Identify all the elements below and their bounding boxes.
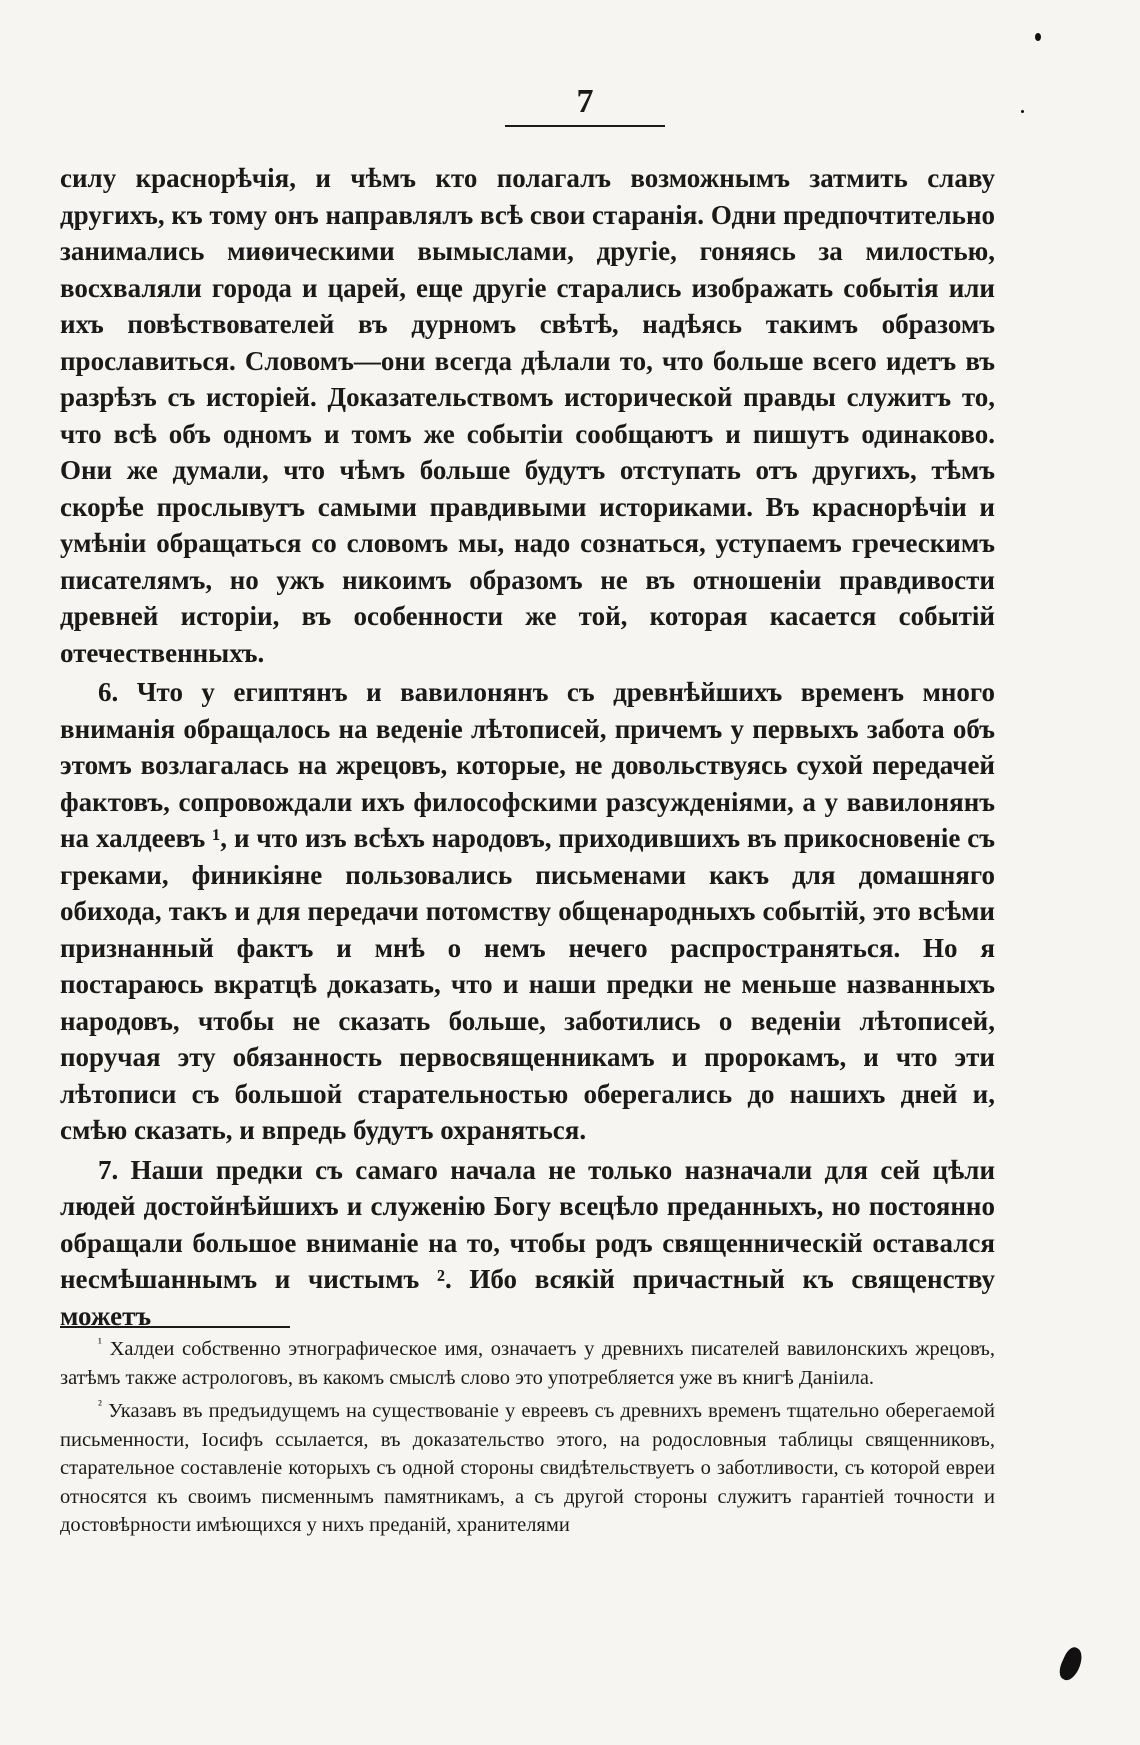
scan-speck <box>1035 33 1041 41</box>
footnote-mark: ¹ <box>98 1335 102 1351</box>
footnote-mark: ² <box>98 1397 102 1413</box>
footnotes <box>60 1335 995 1545</box>
paragraph-7: 7. Наши предки съ самаго начала не только назначали для сей цѣли людей достойнѣйшихъ и служенію Богу всецѣло преданныхъ, но постоянно обращали большое вниманіе на то, чтобы родъ священническій оставался несмѣшаннымъ и чистымъ ². Ибо всякій причастный къ священству можетъ <box>60 1154 995 1331</box>
paragraph-continuation: силу краснорѣчія, и чѣмъ кто полагалъ возможнымъ затмить славу другихъ, къ тому онъ направлялъ всѣ свои старанія. Одни предпочтительно занимались миѳическими вымыслами, другіе, гоняясь за милостью, восхваляли города и царей, еще другіе старались изображать событія или ихъ повѣствователей въ дурномъ свѣтѣ, надѣясь такимъ образомъ прославиться. Словомъ—они всегда дѣлали то, что больше всего идетъ въ разрѣзъ съ исторіей. Доказательствомъ исторической правды служитъ то, что всѣ объ одномъ и томъ же событіи сообщаютъ и пишутъ одинаково. Они же думали, что чѣмъ больше будутъ отступать отъ другихъ, тѣмъ скорѣе прослывутъ самыми правдивыми историками. Въ краснорѣчіи и умѣніи обращаться со словомъ мы, надо сознаться, уступаемъ греческимъ писателямъ, но ужъ никоимъ образомъ не въ отношеніи правдивости древней исторіи, въ особенности же той, которая касается событій отечественныхъ. <box>60 163 995 668</box>
page-number: 7 <box>576 83 594 120</box>
footnote-text: Халдеи собственно этнографическое имя, означаетъ у древнихъ писателей вавилонскихъ жрецовъ, затѣмъ также астрологовъ, въ какомъ смыслѣ слово это употребляется уже въ книгѣ Даніила. <box>60 1338 995 1389</box>
paragraph-6: 6. Что у египтянъ и вавилонянъ съ древнѣйшихъ временъ много вниманія обращалось на веденіе лѣтописей, причемъ у первыхъ забота объ этомъ возлагалась на жрецовъ, которые, не довольствуясь сухой передачей фактовъ, сопровождали ихъ философскими разсужденіями, а у вавилонянъ на халдеевъ ¹, и что изъ всѣхъ народовъ, приходившихъ въ прикосновеніе съ греками, финикіяне пользовались письменами какъ для домашняго обихода, такъ и для передачи потомству общенародныхъ событій, это всѣми признанный фактъ и мнѣ о немъ нечего распространяться. Но я постараюсь вкратцѣ доказать, что и наши предки не меньше названныхъ народовъ, чтобы не сказать больше, заботились о веденіи лѣтописей, поручая эту обязанность первосвященникамъ и пророкамъ, и что эти лѣтописи съ большой старательностью оберегались до нашихъ дней и, смѣю сказать, и впредь будутъ охраняться. <box>60 677 995 1145</box>
footnote-1 <box>60 1335 995 1392</box>
footnote-rule <box>60 1326 290 1328</box>
ink-blot <box>1056 1645 1087 1683</box>
footnote-2 <box>60 1397 995 1540</box>
footnote-text: Указавъ въ предъидущемъ на существованіе у евреевъ съ древнихъ временъ тщательно оберегаемой письменности, Іосифъ ссылается, въ доказательство этого, на родословныя таблицы священниковъ, старательное составленіе которыхъ съ одной стороны свидѣтельствуетъ о заботливости, съ которой евреи относятся къ своимъ писменнымъ памятникамъ, а съ другой стороны служитъ гарантіей точности и достовѣрности имѣющихся у нихъ преданій, хранителями <box>60 1400 996 1536</box>
scan-speck <box>1021 110 1024 113</box>
main-text <box>60 160 995 1334</box>
page-number-rule <box>505 125 665 127</box>
